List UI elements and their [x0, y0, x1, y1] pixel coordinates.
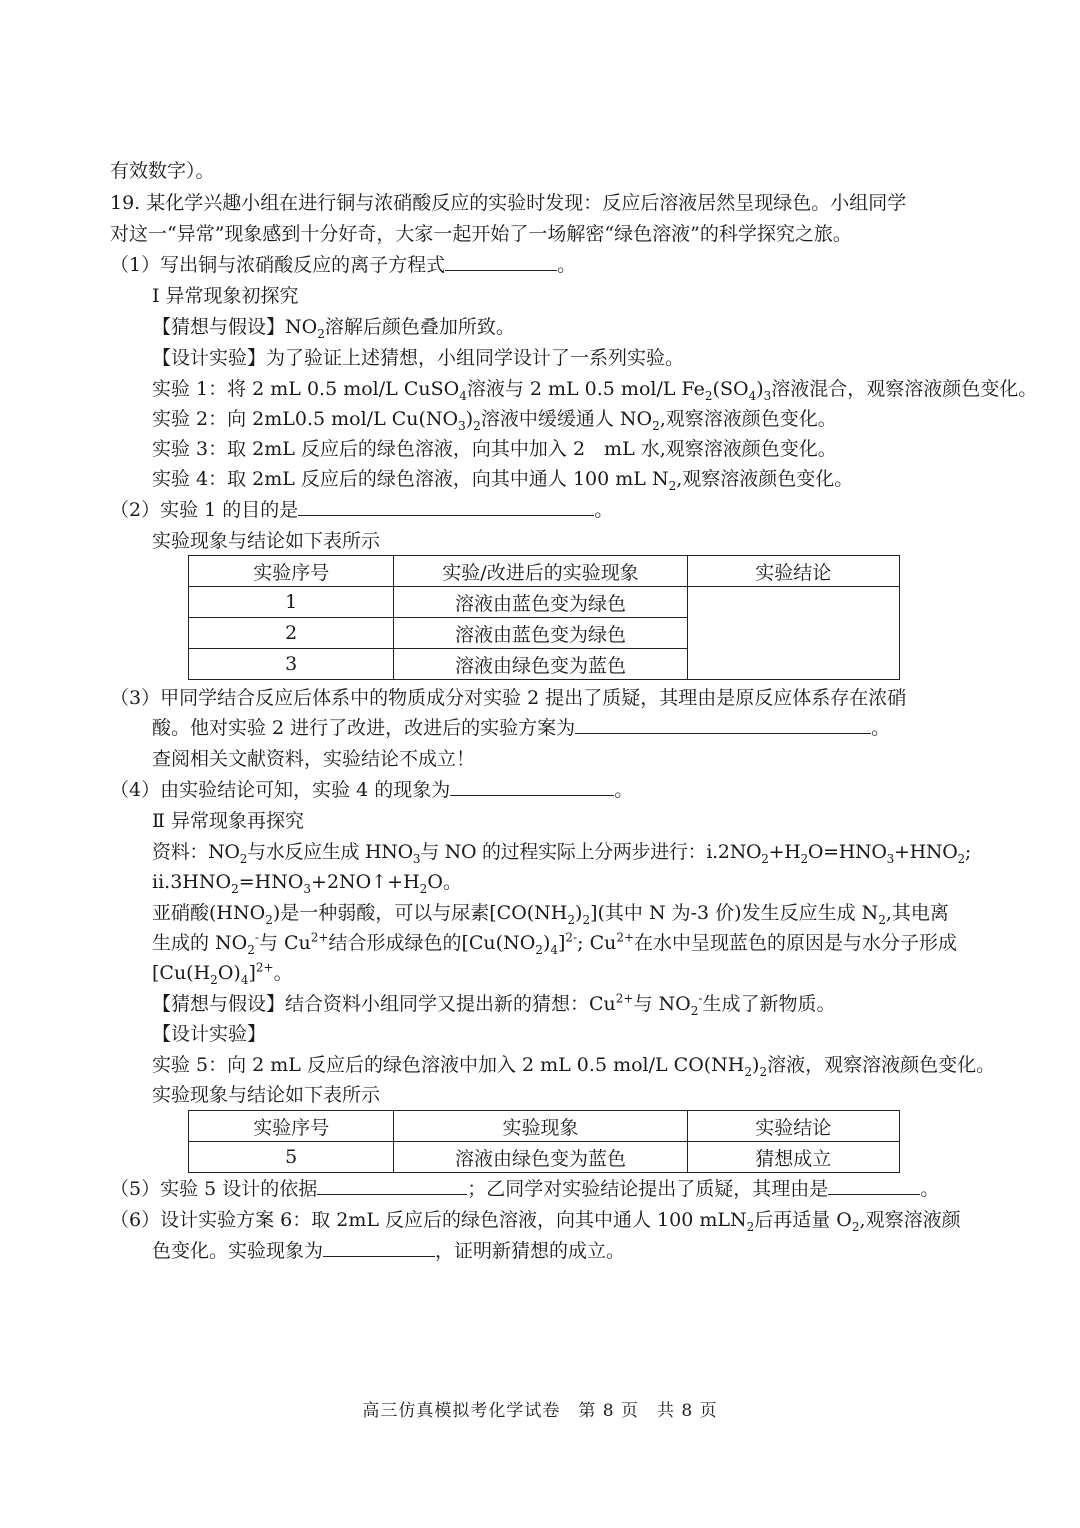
table-row [189, 587, 900, 618]
info-line: 亚硝酸$(HNO_2)$是一种弱酸，可以与尿素$[CO(NH_2)_2]$(其中 N 为-3 价)发生反应生成 $N_2$,其电离 [152, 902, 949, 927]
section-heading: Ⅱ 异常现象再探究 [152, 810, 304, 832]
table-header: 实验序号 [189, 556, 394, 587]
experiment-2-line: 实验 2：向 2mL0.5 mol/L $Cu(NO_3)_2$溶液中缓缓通人 $NO_2$,观察溶液颜色变化。 [152, 408, 837, 433]
hypothesis-line: 【猜想与假设】结合资料小组同学又提出新的猜想：$Cu^{2+}$与 $NO_2^-$生成了新物质。 [152, 991, 836, 1018]
table-cell: 溶液由绿色变为蓝色 [394, 649, 687, 680]
question-19-line: 对这一“异常”现象感到十分好奇，大家一起开始了一场解密“绿色溶液”的科学探究之旅。 [110, 223, 852, 245]
subquestion-6: （6）设计实验方案 6：取 2mL 反应后的绿色溶液，向其中通人 100 mLN$_2$后再适量 $O_2$,观察溶液颜 [110, 1209, 961, 1234]
table-header: 实验序号 [189, 1111, 394, 1142]
answer-blank[interactable] [298, 497, 594, 516]
table-cell: 5 [189, 1142, 394, 1173]
table-header: 实验现象 [394, 1111, 687, 1142]
info-line: 资料：$NO_2$与水反应生成 $HNO_3$与 NO 的过程实际上分两步进行：$i.2NO_2+H_2O=HNO_3+HNO_2$; [152, 841, 971, 866]
conclusion-cell[interactable] [687, 587, 899, 680]
table-cell: 溶液由蓝色变为绿色 [394, 587, 687, 618]
note-line: 查阅相关文献资料，实验结论不成立！ [152, 748, 476, 770]
design-line: 【设计实验】为了验证上述猜想，小组同学设计了一系列实验。 [152, 347, 685, 369]
table-cell: 溶液由蓝色变为绿色 [394, 618, 687, 649]
table-cell: 1 [189, 587, 394, 618]
subquestion-1: （1）写出铜与浓硝酸反应的离子方程式 。 [110, 254, 577, 276]
table-intro: 实验现象与结论如下表所示 [152, 1084, 381, 1106]
subquestion-5: （5）实验 5 设计的依据 ；乙同学对实验结论提出了质疑，其理由是 。 [110, 1178, 940, 1200]
design-line: 【设计实验】 [152, 1023, 267, 1045]
answer-blank[interactable] [575, 715, 871, 734]
info-line: 生成的 $NO_2^-$与 $Cu^{2+}$结合形成绿色的$[Cu(NO_2)_4]^{2-}$; $Cu^{2+}$在水中呈现蓝色的原因是与水分子形成 [152, 930, 958, 957]
subquestion-4: （4）由实验结论可知，实验 4 的现象为 。 [110, 779, 634, 801]
results-table-1 [188, 555, 900, 680]
subquestion-2: （2）实验 1 的目的是 。 [110, 499, 614, 521]
table-cell: 3 [189, 649, 394, 680]
table-header: 实验结论 [687, 556, 899, 587]
answer-blank[interactable] [445, 252, 557, 271]
answer-blank[interactable] [450, 777, 614, 796]
table-cell: 猜想成立 [687, 1142, 899, 1173]
question-19-line: 19. 某化学兴趣小组在进行铜与浓硝酸反应的实验时发现：反应后溶液居然呈现绿色。小组同学 [110, 192, 907, 214]
table-header: 实验/改进后的实验现象 [394, 556, 687, 587]
answer-blank[interactable] [828, 1176, 920, 1195]
table-header: 实验结论 [687, 1111, 899, 1142]
answer-blank[interactable] [323, 1238, 435, 1257]
subquestion-3-cont: 酸。他对实验 2 进行了改进，改进后的实验方案为 。 [152, 717, 891, 739]
table-row [189, 1142, 900, 1173]
section-heading: Ⅰ 异常现象初探究 [152, 285, 299, 307]
text-line: 有效数字）。 [110, 160, 215, 182]
experiment-3-line: 实验 3：取 2mL 反应后的绿色溶液，向其中加入 2 mL 水,观察溶液颜色变化。 [152, 438, 837, 460]
page-footer: 高三仿真模拟考化学试卷 第 8 页 共 8 页 [362, 1401, 718, 1421]
table-intro: 实验现象与结论如下表所示 [152, 530, 381, 552]
subquestion-3: （3）甲同学结合反应后体系中的物质成分对实验 2 提出了质疑，其理由是原反应体系存在浓硝 [110, 687, 907, 709]
hypothesis-line: 【猜想与假设】$NO_2$溶解后颜色叠加所致。 [152, 316, 515, 341]
experiment-5-line: 实验 5：向 2 mL 反应后的绿色溶液中加入 2 mL 0.5 mol/L $CO(NH_2)_2$溶液，观察溶液颜色变化。 [152, 1054, 996, 1079]
answer-blank[interactable] [317, 1176, 467, 1195]
experiment-4-line: 实验 4：取 2mL 反应后的绿色溶液，向其中通人 100 mL $N_2$,观察溶液颜色变化。 [152, 468, 854, 493]
experiment-1-line: 实验 1：将 2 mL 0.5 mol/L CuSO$_4$溶液与 2 mL 0.5 mol/L $Fe_2(SO_4)_3$溶液混合，观察溶液颜色变化。 [152, 378, 1038, 403]
subquestion-6-cont: 色变化。实验现象为 ，证明新猜想的成立。 [152, 1240, 626, 1262]
info-line: $ii.3HNO_2=HNO_3+2NO↑+H_2O$。 [152, 871, 462, 896]
table-cell: 溶液由绿色变为蓝色 [394, 1142, 687, 1173]
info-line: $[Cu(H_2O)_4]^{2+}$。 [152, 960, 293, 987]
table-cell: 2 [189, 618, 394, 649]
results-table-2 [188, 1110, 900, 1173]
